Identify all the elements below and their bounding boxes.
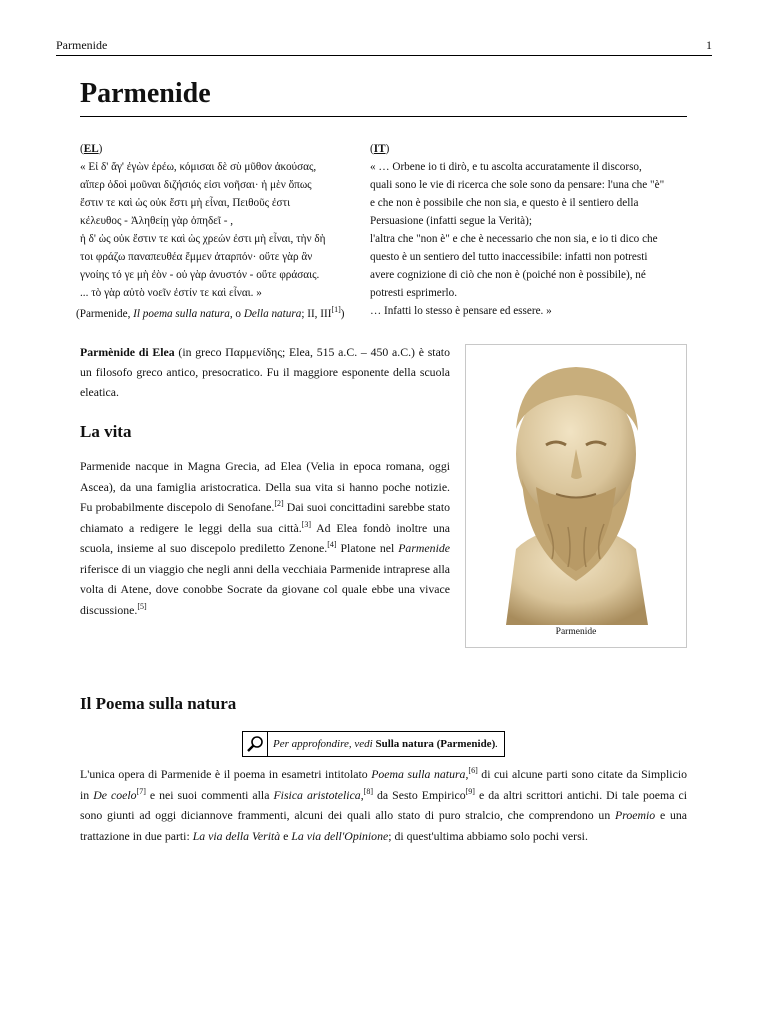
magnifier-icon	[243, 732, 268, 756]
poema-paragraph	[80, 764, 687, 846]
body-text: Platone nel	[336, 541, 399, 555]
italic-title: De coelo	[93, 787, 137, 802]
greek-line: αἵπερ ὁδοὶ μοῦναι διζήσιός εἰσι νοῆσαι· ἡ μὲν ὅπως	[80, 179, 312, 191]
section-heading-poema: Il Poema sulla natura	[80, 694, 237, 713]
italian-line: questo è un sentiero del tutto inaccessibile: infatti non potresti	[370, 251, 648, 263]
see-also-box	[242, 731, 505, 757]
greek-language-link[interactable]: EL	[83, 143, 99, 155]
running-header	[56, 38, 712, 56]
quote-citation	[76, 305, 345, 320]
reference-link[interactable]: [9]	[465, 786, 475, 796]
see-also-prefix: Per approfondire, vedi	[273, 738, 373, 750]
italian-language-link[interactable]: IT	[373, 143, 386, 155]
citation-text: ; II, III	[301, 308, 332, 320]
subject-name: Parmènide di Elea	[80, 345, 175, 359]
citation-work-1: Il poema sulla natura	[133, 308, 230, 320]
intro-text: (in greco Παρμενίδης; Elea, 515 a.C. – 450 a.C.) è stato un filosofo greco antico, presocratico. Fu il maggiore esponente della scuola eleatica.	[80, 345, 450, 399]
citation-text: , o	[229, 308, 244, 320]
quote-columns	[80, 140, 692, 320]
italian-line: Persuasione (infatti segue la Verità);	[370, 215, 532, 227]
see-also-suffix: .	[495, 738, 498, 750]
reference-link[interactable]: [8]	[363, 786, 373, 796]
italian-line: … Infatti lo stesso è pensare ed essere. »	[370, 305, 552, 317]
citation-text: (Parmenide,	[76, 308, 134, 320]
italian-line: l'altra che "non è" e che è necessario che non sia, e io ti dico che	[370, 233, 658, 245]
body-text: riferisce di un viaggio che negli anni della vecchiaia Parmenide intraprese alla volta di Atene, dove conobbe Socrate da giovane col quale ebbe una vivace discussione.	[80, 561, 450, 617]
italic-title: Poema sulla natura	[371, 767, 466, 781]
reference-link[interactable]: [3]	[301, 519, 311, 529]
reference-link[interactable]: [5]	[137, 601, 147, 611]
body-text: ; di quest'ultima abbiamo solo pochi versi.	[388, 828, 588, 843]
greek-line: ἡ δ' ὡς οὐκ ἔστιν τε καὶ ὡς χρεών ἐστι μὴ εἶναι, τὴν δὴ	[80, 233, 326, 245]
reference-link[interactable]: [4]	[327, 540, 337, 549]
italic-title: Proemio	[615, 808, 656, 822]
body-text: Parmenide nacque in Magna Grecia, ad Elea (Velia in epoca romana, oggi Ascea), da una famiglia aristocratica. Della sua vita si hanno poche notizie. Fu probabilmente discepolo di Senofane.	[80, 459, 450, 514]
body-text: di cui alcune parti sono citate da Simplicio in	[80, 767, 687, 802]
body-text: e nei suoi commenti alla	[145, 787, 274, 802]
greek-quote: (EL) « Εἰ δ' ἄγ' ἐγὼν ἐρέω, κόμισαι δὲ σὺ μῦθον ἀκούσας, αἵπερ ὁδοὶ μοῦναι διζήσιός εἰσι νοῆσαι· ἡ μὲν ὅπως ἔστιν τε καὶ ὡς οὐκ ἔστι μὴ εἶναι, Πειθοῦς ἐστι κέλευθος - Ἀληθείῃ γὰρ ὀπηδεῖ - , ἡ δ' ὡς οὐκ ἔστιν τε καὶ ὡς χρεών ἐστι μὴ εἶναι, τὴν δὴ τοι φράζω παναπευθέα ἔμμεν ἀταρπόν· οὔτε γὰρ ἂν γνοίης τό γε μὴ ἐὸν - οὐ γὰρ ἀνυστόν - οὔτε φράσαις. ... τὸ γὰρ αὐτὸ νοεῖν ἐστίν τε καὶ εἶναι. »	[80, 140, 362, 320]
greek-line: τοι φράζω παναπευθέα ἔμμεν ἀταρπόν· οὔτε γὰρ ἂν	[80, 251, 313, 263]
citation-work-2: Della natura	[243, 308, 302, 320]
italian-line: potresti esprimerlo.	[370, 287, 457, 299]
italic-title: La via della Verità	[192, 828, 281, 843]
italian-line: « … Orbene io ti dirò, e tu ascolta accuratamente il discorso,	[370, 161, 642, 173]
reference-link[interactable]: [6]	[468, 766, 478, 775]
vita-paragraph	[80, 456, 450, 620]
body-text: e da altri scrittori antichi. Di tale poema ci sono giunti ad oggi diciannove frammenti, alcuni dei quali allo stato di puro stralcio, che comprendono un	[80, 787, 687, 822]
section-heading-vita: La vita	[80, 422, 132, 441]
page-number: 1	[706, 38, 712, 52]
italian-line: quali sono le vie di ricerca che sole sono da pensare: l'una che "è"	[370, 179, 665, 191]
citation-text: )	[340, 308, 345, 320]
italian-quote: (IT) « … Orbene io ti dirò, e tu ascolta accuratamente il discorso, quali sono le vie di ricerca che sole sono da pensare: l'una che "è" e che non è possibile che non sia, e questo è il sentiero della Persuasione (infatti segue la Verità); l'altra che "non è" e che è necessario che non sia, e io ti dico che questo è un sentiero del tutto inaccessibile: infatti non potresti avere cognizione di ciò che non è (poiché non è possibile), né potresti esprimerlo. … Infatti lo stesso è pensare ed essere. »	[370, 140, 692, 320]
greek-line: « Εἰ δ' ἄγ' ἐγὼν ἐρέω, κόμισαι δὲ σὺ μῦθον ἀκούσας,	[80, 161, 317, 173]
greek-line: ἔστιν τε καὶ ὡς οὐκ ἔστι μὴ εἶναι, Πειθοῦς ἐστι	[80, 197, 291, 209]
figure-caption: Parmenide	[555, 627, 597, 637]
italian-line: avere cognizione di ciò che non è (poiché non è possibile), né	[370, 269, 646, 281]
body-text: ,	[465, 767, 469, 781]
intro-paragraph	[80, 342, 450, 402]
running-title: Parmenide	[56, 38, 108, 52]
reference-link[interactable]: [1]	[331, 305, 341, 314]
body-text: Ad Elea fondò inoltre una scuola, insieme al suo discepolo prediletto Zenone.	[80, 520, 451, 555]
italic-title: Fisica aristotelica	[273, 787, 361, 802]
greek-line: γνοίης τό γε μὴ ἐὸν - οὐ γὰρ ἀνυστόν - οὔτε φράσαις.	[80, 269, 320, 281]
italic-title: Parmenide	[398, 541, 450, 555]
reference-link[interactable]: [7]	[136, 786, 146, 796]
body-text: da Sesto Empirico	[373, 787, 466, 802]
greek-line: ... τὸ γὰρ αὐτὸ νοεῖν ἐστίν τε καὶ εἶναι. »	[80, 287, 262, 299]
body-text: e	[280, 828, 292, 843]
reference-link[interactable]: [2]	[274, 499, 284, 508]
body-text: L'unica opera di Parmenide è il poema in esametri intitolato	[80, 767, 372, 781]
greek-line: κέλευθος - Ἀληθείῃ γὰρ ὀπηδεῖ - ,	[80, 215, 234, 227]
see-also-link[interactable]: Sulla natura (Parmenide)	[375, 738, 496, 750]
body-text: e una trattazione in due parti:	[80, 808, 687, 843]
bust-portrait-icon[interactable]	[476, 349, 676, 625]
body-text: ,	[360, 787, 364, 802]
portrait-figure	[465, 344, 687, 648]
page-title: Parmenide	[80, 78, 687, 117]
body-text: Dai suoi concittadini sarebbe stato chiamato a redigere le leggi della sua città.	[80, 500, 450, 535]
italian-line: e che non è possibile che non sia, e questo è il sentiero della	[370, 197, 639, 209]
italic-title: La via dell'Opinione	[291, 828, 389, 843]
